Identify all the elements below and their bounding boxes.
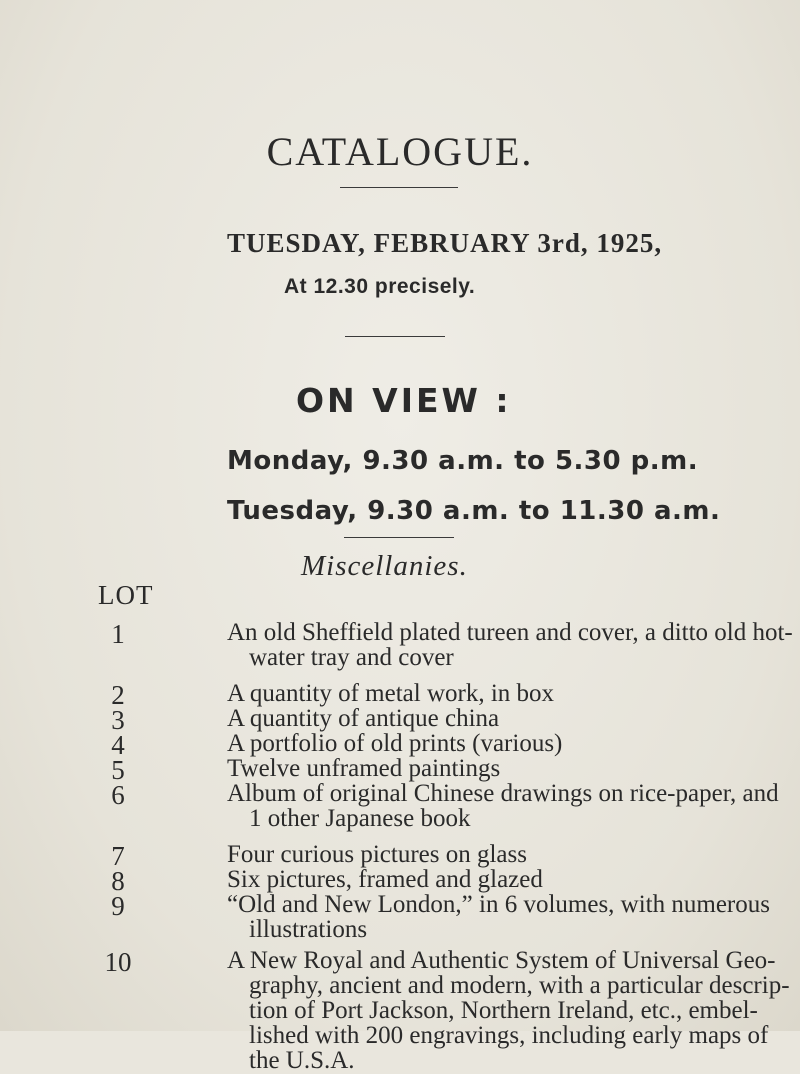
lot-description-line: Four curious pictures on glass: [227, 841, 527, 868]
lot-description-line: graphy, ancient and modern, with a particular descrip-: [249, 972, 790, 999]
lot-description-line: “Old and New London,” in 6 volumes, with numerous: [227, 891, 770, 918]
lot-description-line: tion of Port Jackson, Northern Ireland, etc., embel-: [249, 997, 758, 1024]
lot-column-header: LOT: [98, 580, 154, 610]
lot-description-line: Six pictures, framed and glazed: [227, 866, 543, 893]
lot-description-line: Twelve unframed paintings: [227, 755, 501, 782]
on-view-heading: ON VIEW :: [296, 381, 512, 420]
lot-number: 1: [111, 619, 125, 649]
lot-description-line: A quantity of metal work, in box: [227, 680, 555, 707]
lot-number: 3: [111, 705, 125, 735]
lot-description-line: 1 other Japanese book: [249, 805, 471, 832]
view-divider: [344, 537, 454, 538]
lot-number: 8: [111, 866, 125, 896]
lot-number: 9: [111, 891, 125, 921]
lot-description-line: water tray and cover: [249, 644, 454, 671]
view-monday: Monday, 9.30 a.m. to 5.30 p.m.: [227, 446, 699, 476]
lot-number: 7: [111, 841, 125, 871]
title-divider: [340, 187, 458, 188]
lot-description-line: illustrations: [249, 916, 368, 943]
lot-number: 10: [104, 947, 132, 977]
lot-number: 6: [111, 780, 125, 810]
lot-description-line: lished with 200 engravings, including early maps of: [249, 1022, 769, 1049]
lot-description-line: A New Royal and Authentic System of Universal Geo-: [227, 947, 776, 974]
time-divider: [345, 336, 445, 337]
view-tuesday: Tuesday, 9.30 a.m. to 11.30 a.m.: [227, 496, 721, 526]
page-title: CATALOGUE.: [266, 129, 534, 174]
lot-description-line: Album of original Chinese drawings on rice-paper, and: [227, 780, 779, 807]
lot-number: 4: [111, 730, 125, 760]
sale-time: At 12.30 precisely.: [284, 275, 476, 298]
lot-description-line: A portfolio of old prints (various): [227, 730, 563, 757]
lot-number: 5: [111, 755, 125, 785]
lot-description-line: A quantity of antique china: [227, 705, 500, 732]
lot-description-line: the U.S.A.: [249, 1047, 355, 1074]
lot-number: 2: [111, 680, 125, 710]
sale-date: TUESDAY, FEBRUARY 3rd, 1925,: [227, 228, 663, 258]
section-title: Miscellanies.: [301, 550, 468, 582]
lot-description-line: An old Sheffield plated tureen and cover, a ditto old hot-: [227, 619, 793, 646]
